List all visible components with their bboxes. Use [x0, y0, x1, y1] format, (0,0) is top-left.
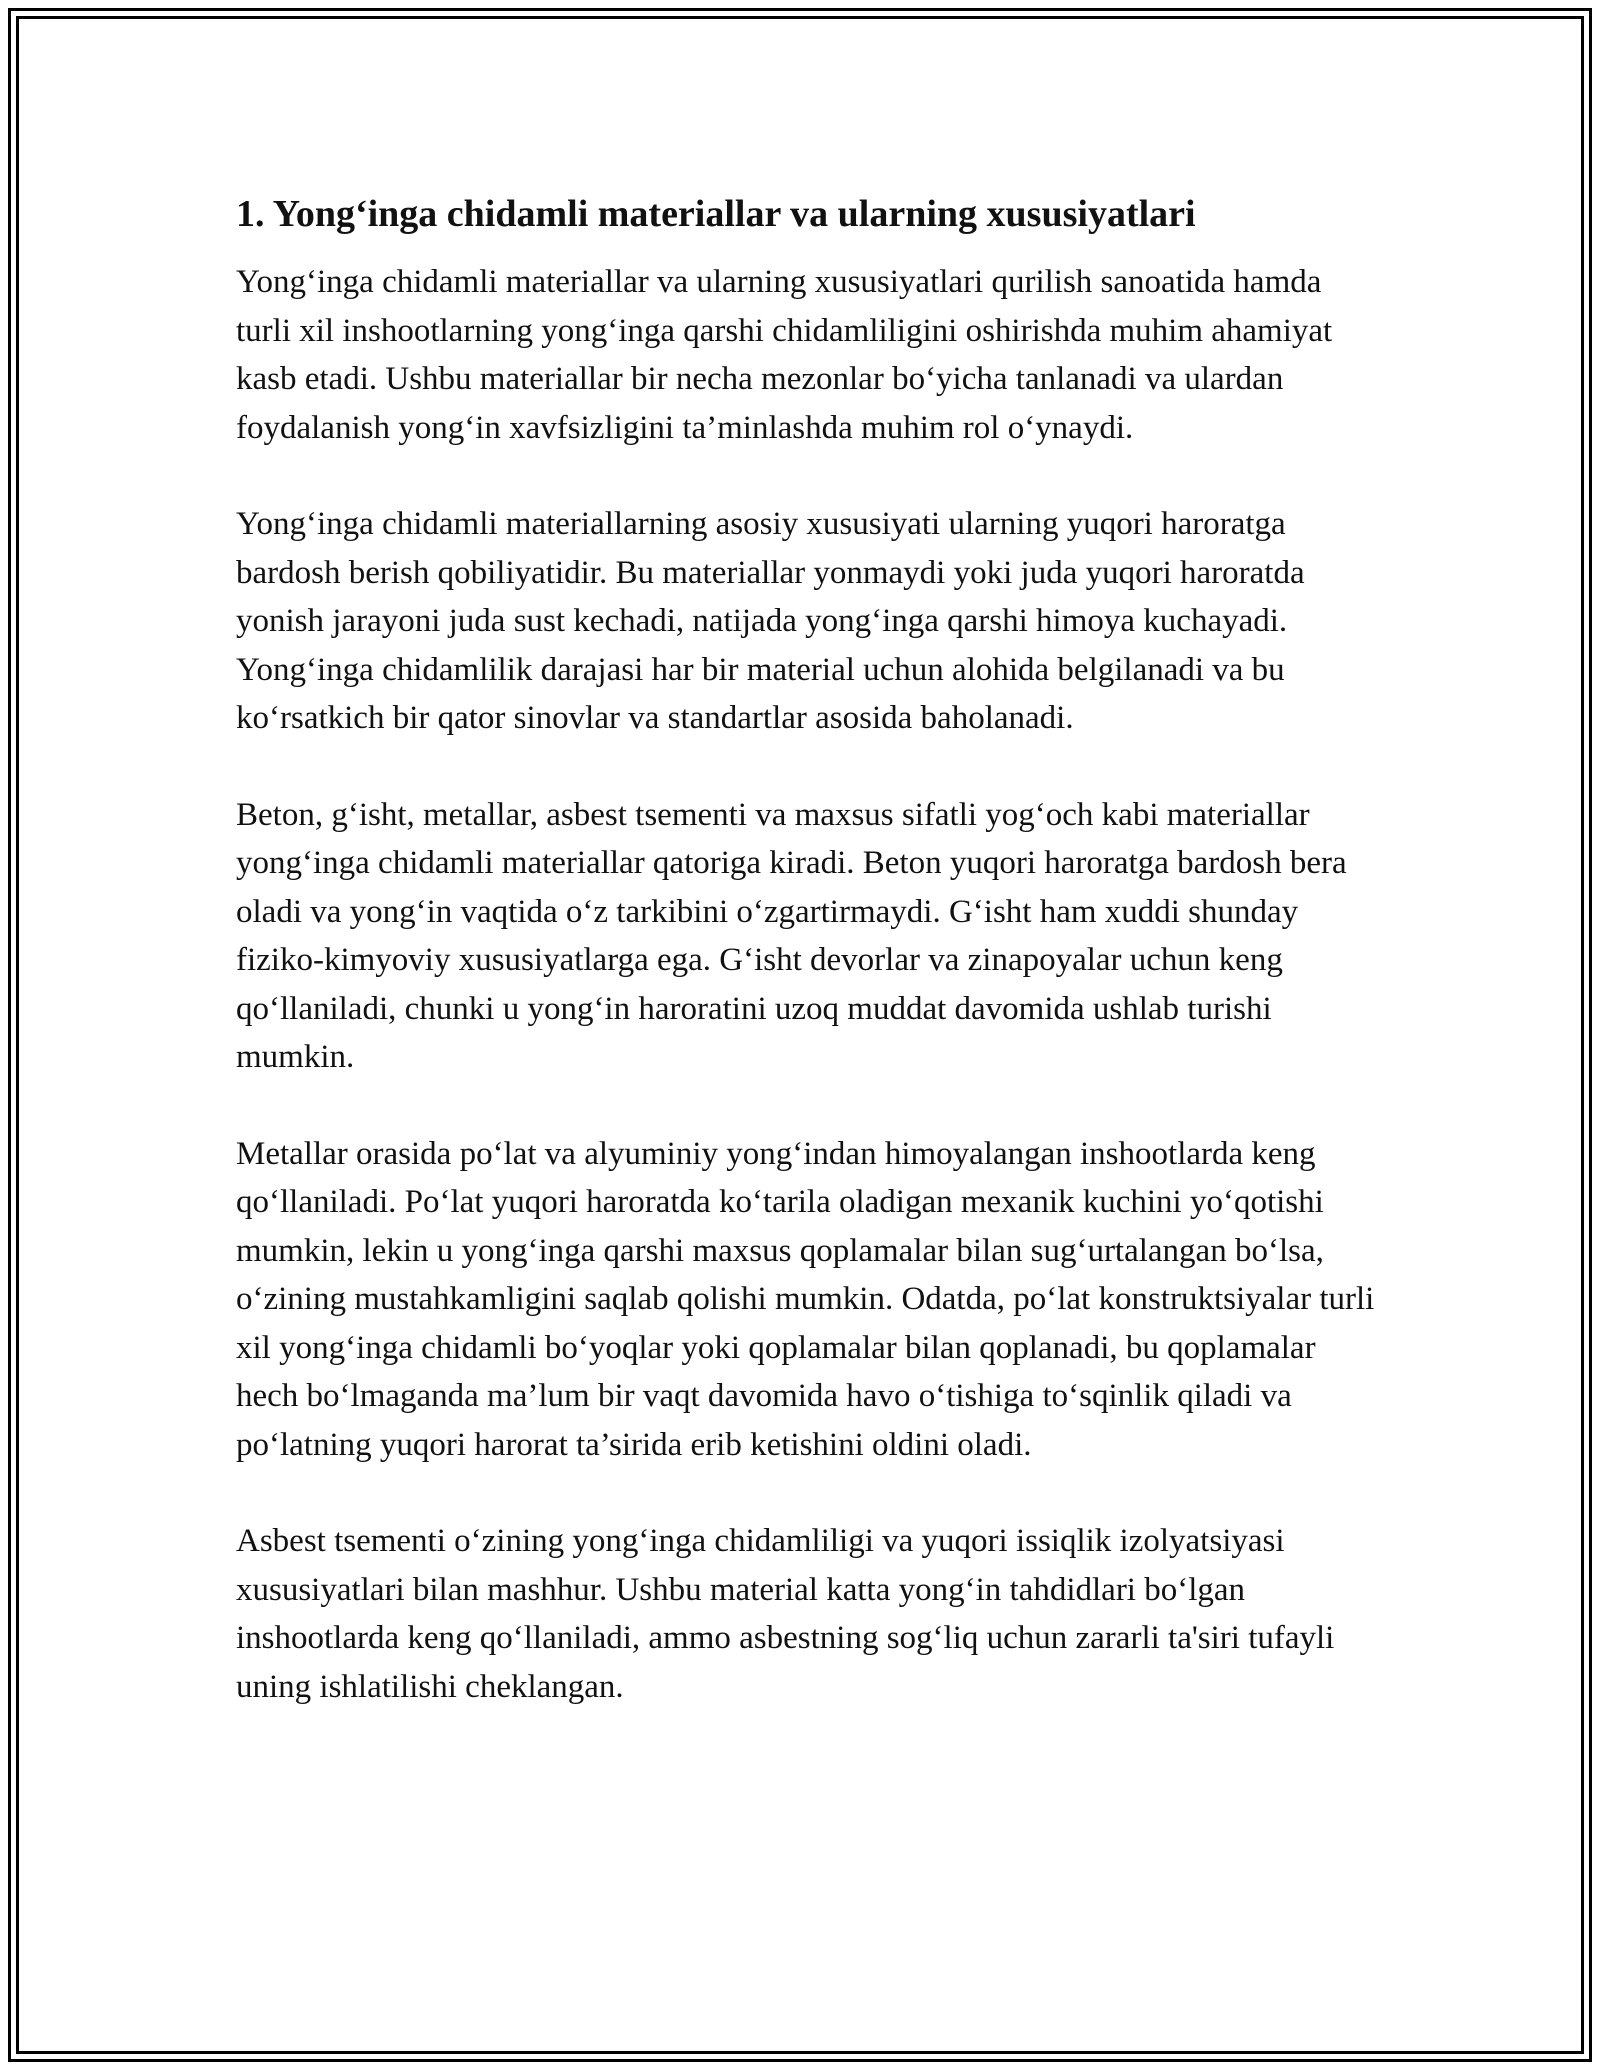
paragraph-3: Beton, g‘isht, metallar, asbest tsementi va maxsus sifatli yog‘och kabi materiallar yong‘inga chidamli materiallar qatoriga kiradi. Beton yuqori haroratga bardosh bera oladi va yong‘in vaqtida o‘z tarkibini o‘zgartirmaydi. G‘isht ham xuddi shunday fiziko-kimyoviy xususiyatlarga ega. G‘isht devorlar va zinapoyalar uchun keng qo‘llaniladi, chunki u yong‘in haroratini uzoq muddat davomida ushlab turishi mumkin.	[236, 796, 1347, 1075]
paragraph-1: Yong‘inga chidamli materiallar va ularning xususiyatlari qurilish sanoatida hamda turli xil inshootlarning yong‘inga qarshi chidamliligini oshirishda muhim ahamiyat kasb etadi. Ushbu materiallar bir necha mezonlar bo‘yicha tanlanadi va ulardan foydalanish yong‘in xavfsizligini ta’minlashda muhim rol o‘ynaydi.	[236, 264, 1333, 446]
paragraph-5: Asbest tsementi o‘zining yong‘inga chidamliligi va yuqori issiqlik izolyatsiyasi xususiyatlari bilan mashhur. Ushbu material katta yong‘in tahdidlari bo‘lgan inshootlarda keng qo‘llaniladi, ammo asbestning sog‘liq uchun zararli ta'siri tufayli uning ishlatilishi cheklangan.	[236, 1523, 1335, 1705]
paragraph-2: Yong‘inga chidamli materiallarning asosiy xususiyati ularning yuqori haroratga bardosh berish qobiliyatidir. Bu materiallar yonmaydi yoki juda yuqori haroratda yonish jarayoni juda sust kechadi, natijada yong‘inga qarshi himoya kuchayadi. Yong‘inga chidamlilik darajasi har bir material uchun alohida belgilanadi va bu ko‘rsatkich bir qator sinovlar va standartlar asosida baholanadi.	[236, 506, 1305, 736]
document-body	[236, 190, 1376, 1759]
paragraph-4: Metallar orasida po‘lat va alyuminiy yong‘indan himoyalangan inshootlarda keng qo‘llaniladi. Po‘lat yuqori haroratda ko‘tarila oladigan mexanik kuchini yo‘qotishi mumkin, lekin u yong‘inga qarshi maxsus qoplamalar bilan sug‘urtalangan bo‘lsa, o‘zining mustahkamligini saqlab qolishi mumkin. Odatda, po‘lat konstruktsiyalar turli xil yong‘inga chidamli bo‘yoqlar yoki qoplamalar bilan qoplanadi, bu qoplamalar hech bo‘lmaganda ma’lum bir vaqt davomida havo o‘tishiga to‘sqinlik qiladi va po‘latning yuqori harorat ta’sirida erib ketishini oldini oladi.	[236, 1135, 1375, 1463]
section-title: 1. Yong‘inga chidamli materiallar va ularning xususiyatlari	[236, 193, 1196, 235]
